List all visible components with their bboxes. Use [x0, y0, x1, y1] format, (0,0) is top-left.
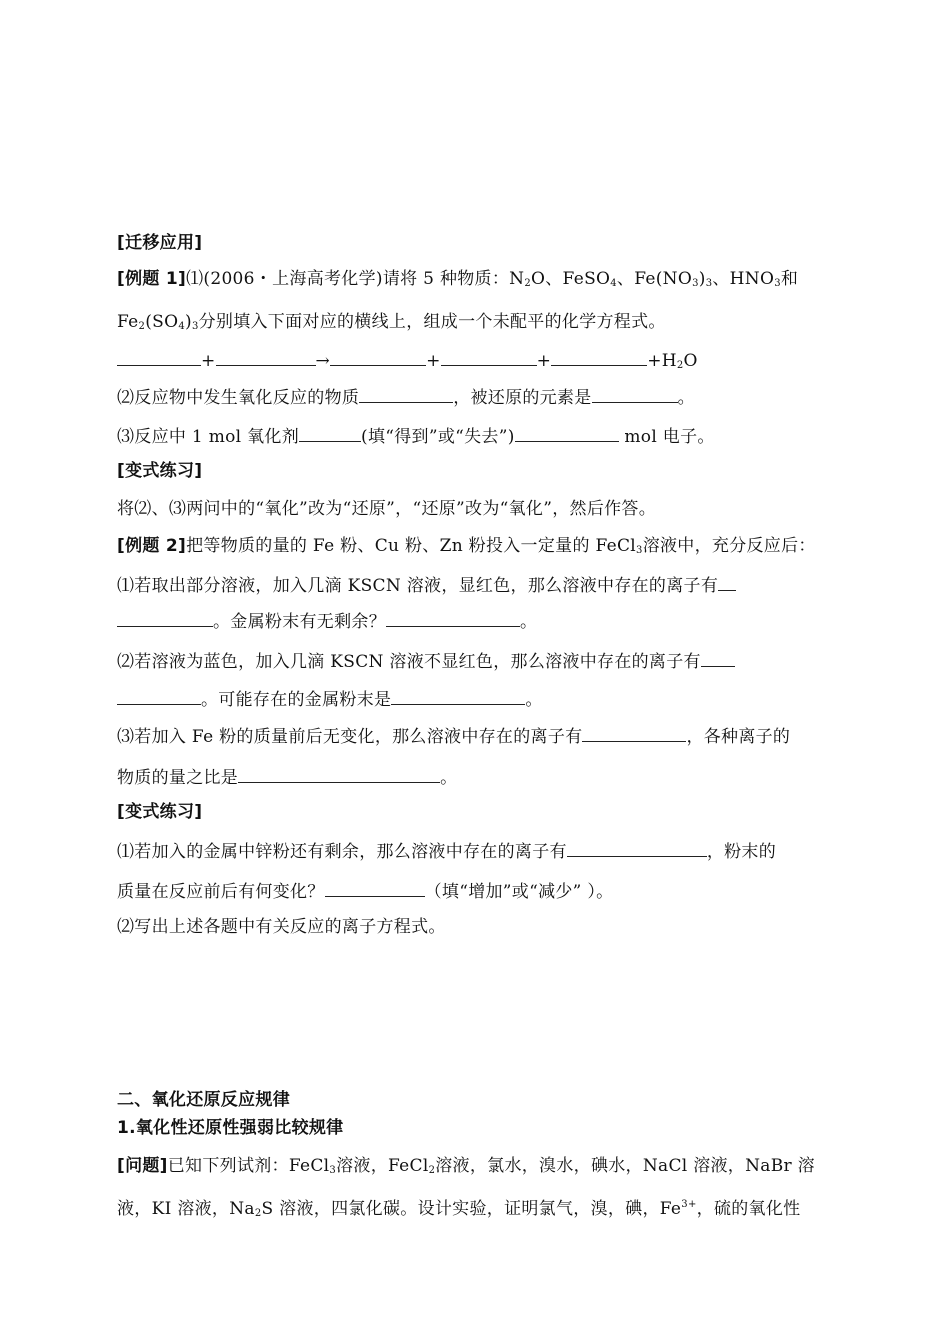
- example2-question-2-cont: [117, 686, 846, 712]
- text: 溶液，氯水，溴水，碘水，NaCl 溶液，NaBr 溶: [435, 1156, 815, 1176]
- text: ，各种离子的: [686, 727, 791, 747]
- text: 。可能存在的金属粉末是: [201, 690, 392, 710]
- subscript: 2: [138, 321, 146, 332]
- plus-sign: +: [201, 351, 216, 371]
- example2-question-1: [117, 572, 846, 598]
- text: 。: [440, 768, 458, 788]
- text: 。: [677, 388, 695, 408]
- equation-blank-4[interactable]: [441, 347, 537, 366]
- part2-heading: 二、氧化还原反应规律: [117, 1090, 290, 1110]
- variant2-question-2: ⑵写出上述各题中有关反应的离子方程式。: [117, 917, 446, 937]
- text: ⑴若取出部分溶液，加入几滴 KSCN 溶液，显红色，那么溶液中存在的离子有: [117, 576, 719, 596]
- example2-label: [例题 2]: [117, 536, 187, 556]
- subscript: 3: [636, 545, 643, 556]
- equation-line: [117, 347, 846, 378]
- text: 溶液中，充分反应后：: [642, 536, 816, 556]
- subscript: 4: [610, 278, 617, 289]
- text: 。: [525, 690, 543, 710]
- equation-blank-3[interactable]: [330, 347, 426, 366]
- text: ⑵反应物中发生氧化反应的物质: [117, 388, 360, 408]
- example1-intro: [117, 267, 846, 296]
- variant1-text: 将⑵、⑶两问中的“氧化”改为“还原”，“还原”改为“氧化”，然后作答。: [117, 499, 657, 519]
- equation-blank-2[interactable]: [216, 347, 316, 366]
- text: 溶液，FeCl: [336, 1156, 429, 1176]
- plus-sign: +: [536, 351, 552, 371]
- text: ，硫的氧化性: [696, 1199, 801, 1219]
- answer-blank[interactable]: [718, 572, 736, 591]
- variant2-question-1: [117, 838, 846, 864]
- subscript: 2: [428, 1165, 436, 1176]
- text: 把等物质的量的 Fe 粉、Cu 粉、Zn 粉投入一定量的 FeCl: [186, 536, 637, 556]
- text: O、FeSO: [531, 269, 611, 289]
- answer-blank[interactable]: [515, 423, 619, 442]
- text: +H: [647, 351, 677, 371]
- variant-heading-1: [变式练习]: [117, 461, 203, 481]
- subscript: 2: [676, 360, 684, 371]
- answer-blank[interactable]: [238, 764, 440, 783]
- equation-blank-1[interactable]: [117, 347, 201, 366]
- sub1-heading: 1.氧化性还原性强弱比较规律: [117, 1118, 344, 1138]
- subscript: 3: [191, 321, 199, 332]
- answer-blank[interactable]: [325, 878, 425, 897]
- answer-blank[interactable]: [391, 686, 525, 705]
- example2-question-1-cont: [117, 608, 846, 634]
- text: 质量在反应前后有何变化？: [117, 882, 325, 902]
- subscript: 4: [178, 321, 185, 332]
- text: ，粉末的: [706, 842, 777, 862]
- problem-label: [问题]: [117, 1156, 168, 1176]
- text: O: [683, 351, 698, 371]
- text: （填“增加”或“减少” ）。: [424, 882, 614, 902]
- subscript: 3: [692, 278, 699, 289]
- text: 液，KI 溶液，Na: [117, 1199, 255, 1219]
- example2-question-2: [117, 648, 846, 674]
- text: 、Fe(NO: [616, 269, 693, 289]
- text: S 溶液，四氯化碳。设计实验，证明氯气，溴，碘，Fe: [261, 1199, 682, 1219]
- text: 。金属粉末有无剩余？: [213, 612, 386, 632]
- text: ⑶反应中 1 mol 氧化剂: [117, 427, 300, 447]
- text: mol 电子。: [618, 427, 715, 447]
- example2-intro: [117, 534, 846, 563]
- answer-blank[interactable]: [117, 608, 213, 627]
- text: Fe: [117, 312, 139, 332]
- text: 。: [520, 612, 538, 632]
- text: 分别填入下面对应的横线上，组成一个未配平的化学方程式。: [198, 312, 666, 332]
- subscript: 3: [705, 278, 713, 289]
- answer-blank[interactable]: [299, 423, 361, 442]
- subscript: 2: [254, 1208, 262, 1219]
- example2-question-3: [117, 723, 846, 749]
- text: (SO: [145, 312, 179, 332]
- transfer-heading: [迁移应用]: [117, 233, 203, 253]
- text: 已知下列试剂：FeCl: [167, 1156, 330, 1176]
- text: 和: [780, 269, 799, 289]
- text: ，被还原的元素是: [453, 388, 592, 408]
- example1-intro-line2: [117, 310, 846, 339]
- text: ⑶若加入 Fe 粉的质量前后无变化，那么溶液中存在的离子有: [117, 727, 583, 747]
- text: 、HNO: [712, 269, 775, 289]
- example1-label: [例题 1]: [117, 269, 187, 289]
- text: ): [698, 269, 706, 289]
- subscript: 2: [524, 278, 531, 289]
- subscript: 3: [329, 1165, 337, 1176]
- variant-heading-2: [变式练习]: [117, 802, 203, 822]
- answer-blank[interactable]: [386, 608, 520, 627]
- problem-line-1: [117, 1154, 846, 1183]
- variant2-question-1-cont: [117, 878, 846, 904]
- example2-question-3-cont: [117, 764, 846, 790]
- text: 物质的量之比是: [117, 768, 239, 788]
- answer-blank[interactable]: [701, 648, 735, 667]
- answer-blank[interactable]: [582, 723, 686, 742]
- text: ⑵若溶液为蓝色，加入几滴 KSCN 溶液不显红色，那么溶液中存在的离子有: [117, 652, 701, 672]
- answer-blank[interactable]: [117, 686, 201, 705]
- answer-blank[interactable]: [359, 384, 453, 403]
- answer-blank[interactable]: [592, 384, 678, 403]
- subscript: 3: [774, 278, 781, 289]
- text: ⑴(2006・上海高考化学)请将 5 种物质：N: [186, 269, 525, 289]
- example1-question-3: [117, 423, 846, 449]
- example1-question-2: [117, 384, 846, 410]
- text: ): [185, 312, 192, 332]
- problem-line-2: [117, 1193, 846, 1226]
- answer-blank[interactable]: [567, 838, 707, 857]
- arrow-icon: →: [315, 351, 331, 371]
- plus-sign: +: [426, 351, 441, 371]
- equation-blank-5[interactable]: [551, 347, 647, 366]
- superscript: 3+: [681, 1199, 697, 1210]
- text: ⑴若加入的金属中锌粉还有剩余，那么溶液中存在的离子有: [117, 842, 567, 862]
- text: (填“得到”或“失去”): [361, 427, 515, 447]
